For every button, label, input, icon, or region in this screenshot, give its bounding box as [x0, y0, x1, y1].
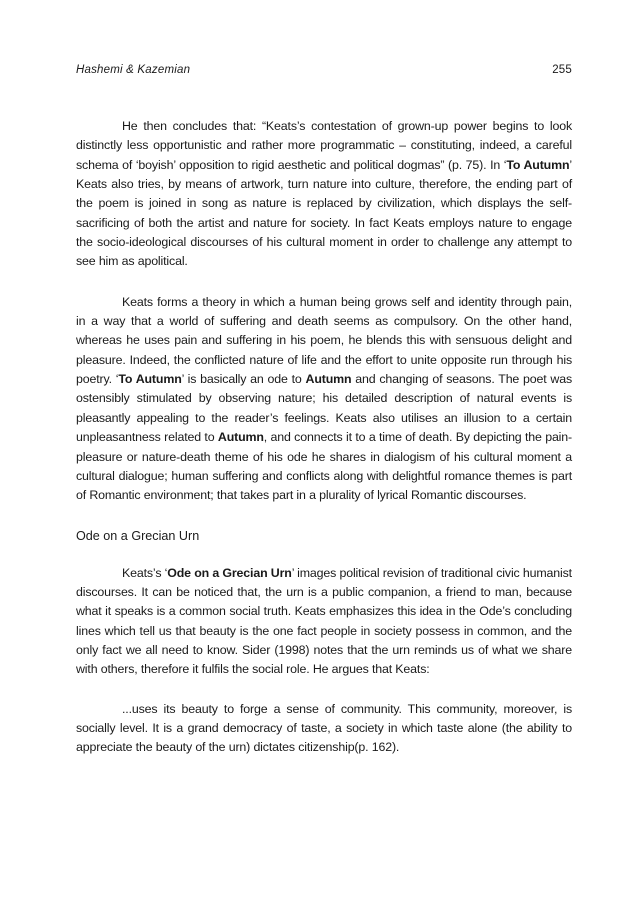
title-to-autumn: To Autumn [506, 157, 570, 172]
paragraph-2-text-cont: and changing of seasons. The poet was ostensibly stimulated by observing nature; his detailed description of natural events is pleasantly appealing to the reader’s feelings. Keats also utilises an illusion to a certain unpleasantness related to [76, 372, 573, 445]
paragraph-3-text-cont: ’ images political revision of traditional civic humanist discourses. It can be noticed that, the urn is a public companion, a friend to man, because what it speaks is a common social truth. Keats emphasizes this idea in the Ode’s concluding lines which tell us that beauty is the one fact people in society possess in common, and the only fact we all need to know. Sider (1998) notes that the urn reminds us of what we share with others, therefore it fulfils the social role. He argues that Keats: [76, 565, 572, 677]
term-autumn: Autumn [305, 372, 352, 387]
paragraph-2-text: Keats forms a theory in which a human being grows self and identity through pain, in a way that a world of suffering and death seems as compulsory. On the other hand, whereas he uses pain and suffering in his poem, he blends this with sensuous delight and pleasure. Indeed, the conflicted nature of life and the effort to unite opposite run through his poetry. ‘ [76, 294, 572, 387]
paragraph-1-text-cont: ’ Keats also tries, by means of artwork, turn nature into culture, therefore, the ending part of the poem is joined in song as nature is replaced by civilization, which displays the self-sacrificing of both the artist and nature for society. In fact Keats employs nature to engage the socio-ideological discourses of his cultural moment in order to challenge any attempt to see him as apolitical. [76, 157, 572, 269]
paragraph-2-text-cont: ’ is basically an ode to [181, 372, 306, 387]
paragraph-1-text: He then concludes that: “Keats’s contestation of grown-up power begins to look distinctly less opportunistic and rather more programmatic – constituting, indeed, a careful schema of ‘boyish’ opposition to rigid aesthetic and political dogmas” (p. 75). In ‘ [76, 119, 572, 172]
running-header [76, 64, 572, 84]
title-ode-grecian-urn: Ode on a Grecian Urn [167, 565, 292, 580]
document-page [76, 64, 572, 758]
paragraph-3-text: Keats’s ‘ [122, 565, 168, 580]
paragraph-2 [76, 293, 572, 506]
term-autumn: Autumn [217, 430, 264, 445]
section-heading: Ode on a Grecian Urn [76, 528, 200, 543]
title-to-autumn: To Autumn [118, 372, 182, 387]
block-quote: ...uses its beauty to forge a sense of community. This community, moreover, is socially level. It is a grand democracy of taste, a society in which taste alone (the ability to appreciate the beauty of the urn) dictates citizenship(p. 162). [76, 701, 572, 755]
paragraph-2-text-cont: , and connects it to a time of death. By depicting the pain- pleasure or nature-death theme of his ode he shares in dialogism of his cultural moment a cultural dialogue; human suffering and conflicts along with delightful romance themes is part of Romantic environment; that takes part in a plurality of lyrical Romantic discourses. [76, 430, 572, 503]
header-authors: Hashemi & Kazemian [76, 64, 191, 76]
body-text [76, 117, 572, 758]
paragraph-3 [76, 564, 572, 680]
page-number: 255 [552, 64, 572, 76]
paragraph-1 [76, 117, 572, 272]
